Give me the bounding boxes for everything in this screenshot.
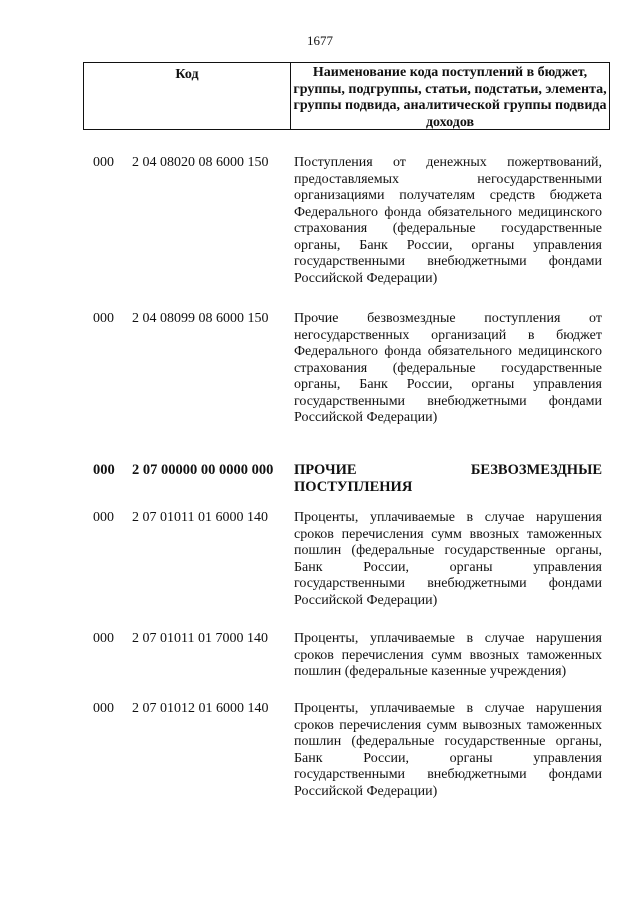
admin-code: 000 [93, 510, 114, 525]
revenue-description: Проценты, уплачиваемые в случае нарушения сроков перечисления сумм вывозных таможенных пошлин (федеральные государственные органы, Банк России, органы управления государственными внебюджетными фондами Российской Федерации) [294, 701, 602, 799]
admin-code: 000 [93, 701, 114, 716]
revenue-description: Прочие безвозмездные поступления от негосударственных организаций в бюджет Федерального фонда обязательного медицинского страхования (федеральные государственные органы, Банк России, органы управления государственными внебюджетными фондами Российской Федерации) [294, 311, 602, 425]
admin-code: 000 [93, 462, 115, 478]
page-number: 1677 [307, 33, 333, 48]
revenue-code: 2 07 01012 01 6000 140 [132, 701, 269, 716]
admin-code: 000 [93, 155, 114, 170]
section-heading: ПРОЧИЕ БЕЗВОЗМЕЗДНЫЕ ПОСТУПЛЕНИЯ [294, 462, 602, 495]
revenue-code: 2 07 01011 01 6000 140 [132, 510, 268, 525]
revenue-code: 2 04 08099 08 6000 150 [132, 311, 269, 326]
revenue-code: 2 07 00000 00 0000 000 [132, 462, 274, 478]
revenue-description: Проценты, уплачиваемые в случае нарушения сроков перечисления сумм ввозных таможенных пошлин (федеральные казенные учреждения) [294, 631, 602, 679]
revenue-code: 2 04 08020 08 6000 150 [132, 155, 269, 170]
table-header [83, 62, 610, 130]
admin-code: 000 [93, 311, 114, 326]
revenue-description: Поступления от денежных пожертвований, предоставляемых негосударственными организациями получателям средств бюджета Федерального фонда обязательного медицинского страхования (федеральные государственные органы, Банк России, органы управления государственными внебюджетными фондами Российской Федерации) [294, 155, 602, 286]
header-code-label: Код [84, 63, 291, 129]
revenue-description: Проценты, уплачиваемые в случае нарушения сроков перечисления сумм ввозных таможенных пошлин (федеральные государственные органы, Банк России, органы управления государственными внебюджетными фондами Российской Федерации) [294, 510, 602, 608]
admin-code: 000 [93, 631, 114, 646]
header-name-label: Наименование кода поступлений в бюджет, группы, подгруппы, статьи, подстатьи, элемента, группы подвида, аналитической группы подвида доходов [293, 65, 607, 130]
revenue-code: 2 07 01011 01 7000 140 [132, 631, 268, 646]
